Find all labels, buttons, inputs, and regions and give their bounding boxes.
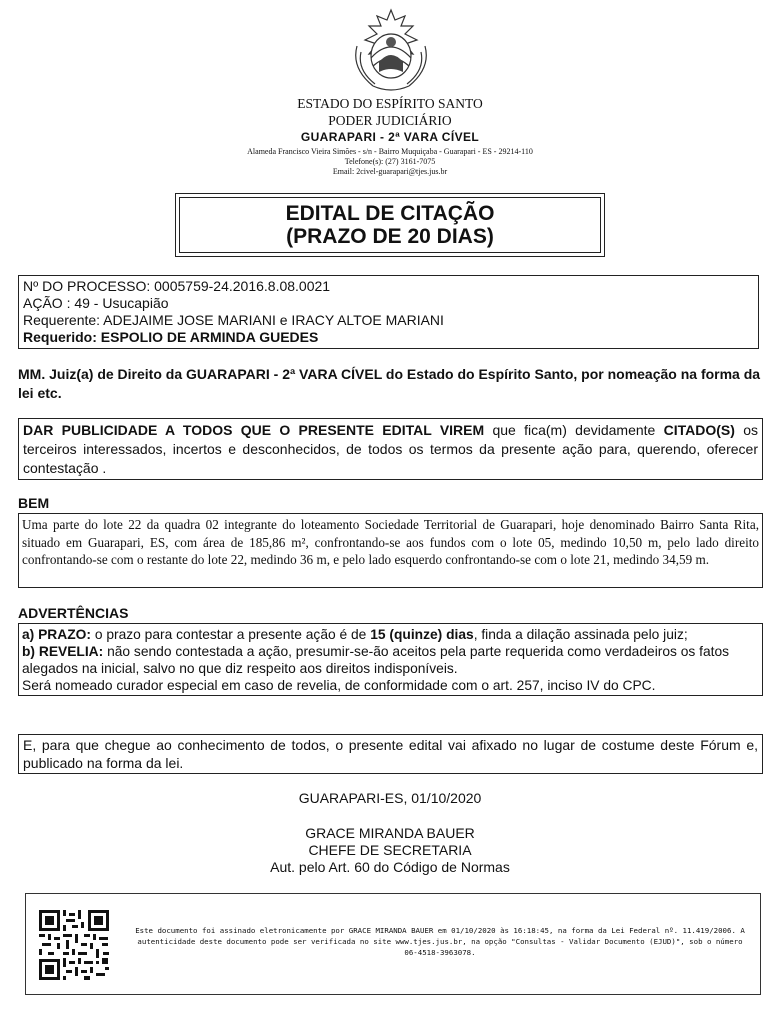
bem-box — [18, 513, 763, 588]
warning-b — [22, 643, 759, 677]
warning-b-label: b) REVELIA: — [22, 644, 104, 659]
warning-a-bold: 15 (quinze) dias — [370, 627, 474, 642]
process-info-box — [18, 275, 759, 349]
title-line-2: (PRAZO DE 20 DIAS) — [286, 225, 494, 248]
signer-name: GRACE MIRANDA BAUER — [305, 825, 475, 841]
coat-of-arms-icon — [343, 6, 439, 96]
signer-authorization: Aut. pelo Art. 60 do Código de Normas — [270, 859, 510, 875]
process-defendant: Requerido: ESPOLIO DE ARMINDA GUEDES — [23, 329, 319, 345]
footer-text: Este documento foi assinado eletronicamente por GRACE MIRANDA BAUER em 01/10/2020 às 16:18:45, na forma da Lei Federal nº. 11.419/2006. A autenticidade deste documento pode ser verificada no site www.tjes.jus.br, na opção "Consultas - Validar Documento (EJUD)", sob o número 06-4518-3963078. — [135, 926, 745, 957]
header-court: GUARAPARI - 2ª VARA CÍVEL — [300, 130, 480, 144]
warning-c: Será nomeado curador especial em caso de revelia, de conformidade com o art. 257, inciso IV do CPC. — [22, 678, 656, 693]
header-state: ESTADO DO ESPÍRITO SANTO — [297, 96, 483, 111]
warning-a-text-1: o prazo para contestar a presente ação é de — [91, 627, 371, 642]
title-line-1: EDITAL DE CITAÇÃO — [285, 202, 495, 225]
warning-a-text-2: , finda a dilação assinada pelo juiz; — [473, 627, 688, 642]
process-number: Nº DO PROCESSO: 0005759-24.2016.8.08.0021 — [23, 278, 331, 294]
warnings-heading: ADVERTÊNCIAS — [18, 605, 129, 621]
process-action: AÇÃO : 49 - Usucapião — [23, 295, 169, 311]
header-email: Email: 2civel-guarapari@tjes.jus.br — [332, 167, 448, 176]
process-plaintiff: Requerente: ADEJAIME JOSE MARIANI e IRACY ALTOE MARIANI — [23, 312, 444, 328]
publicity-bold-1: DAR PUBLICIDADE A TODOS QUE O PRESENTE EDITAL VIREM — [23, 422, 485, 438]
qr-code-icon — [39, 910, 109, 980]
closing-box — [18, 734, 763, 774]
publicity-text-2: os terceiros interessados, incertos e desconhecidos, de todos os termos da presente ação para, querendo, oferecer contestação . — [23, 422, 758, 476]
title-box-outer — [175, 193, 605, 257]
warning-a — [22, 626, 759, 643]
place-date: GUARAPARI-ES, 01/10/2020 — [298, 790, 482, 806]
judge-intro: MM. Juiz(a) de Direito da GUARAPARI - 2ª VARA CÍVEL do Estado do Espírito Santo, por nomeação na forma da lei etc. — [18, 366, 761, 401]
footer-box — [25, 893, 761, 995]
warning-b-text: não sendo contestada a ação, presumir-se-ão aceitos pela parte requerida como verdadeiros os fatos alegados na inicial, salvo no que diz respeito aos direitos indisponíveis. — [22, 644, 730, 676]
publicity-bold-2: CITADO(S) — [663, 422, 735, 438]
warning-a-label: a) PRAZO: — [22, 627, 91, 642]
header-address: Alameda Francisco Vieira Simões - s/n - Bairro Muquiçaba - Guarapari - ES - 29214-110 — [247, 147, 533, 156]
bem-heading: BEM — [18, 495, 50, 511]
bem-text: Uma parte do lote 22 da quadra 02 integrante do loteamento Sociedade Territorial de Guarapari, hoje denominado Bairro Santa Rita, situado em Guarapari, ES, com área de 185,86 m², confrontando-se aos fundos com o lote 05, medindo 10,50 m, pelo lado direito confrontando-se com o restante do lote 22, medindo 36 m, e pelo lado esquerdo confrontando-se com o lote 21, medindo 34,59 m. — [22, 517, 759, 567]
publicity-text-1: que fica(m) devidamente — [484, 422, 664, 438]
closing-text: E, para que chegue ao conhecimento de todos, o presente edital vai afixado no lugar de costume deste Fórum e, publicado na forma da lei. — [23, 737, 758, 771]
warnings-box — [18, 623, 763, 696]
signature-block — [0, 790, 780, 876]
header-phone: Telefone(s): (27) 3161-7075 — [344, 157, 436, 166]
publicity-box — [18, 418, 763, 480]
header-power: PODER JUDICIÁRIO — [328, 113, 452, 128]
title-box-inner — [179, 197, 601, 253]
signer-role: CHEFE DE SECRETARIA — [308, 842, 472, 858]
